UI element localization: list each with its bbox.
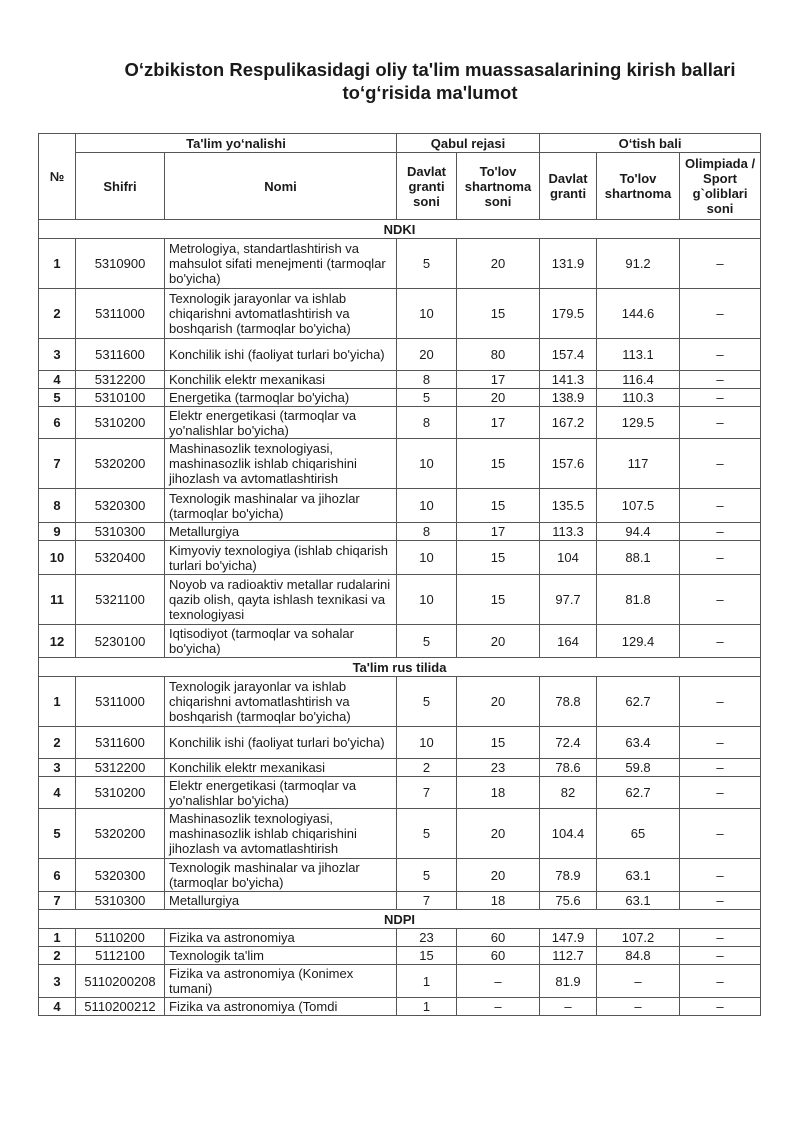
row-score-grant: 104.4 (540, 809, 597, 859)
row-number: 6 (39, 407, 76, 439)
table-row (39, 677, 761, 727)
header-plan-contract: To'lov shartnoma soni (457, 153, 540, 220)
row-score-grant: 157.4 (540, 339, 597, 371)
row-score-contract: 81.8 (597, 575, 680, 625)
row-olympiad: – (680, 523, 761, 541)
table-row (39, 407, 761, 439)
row-number: 3 (39, 339, 76, 371)
table-body (39, 220, 761, 1016)
row-name: Kimyoviy texnologiya (ishlab chiqarish turlari bo'yicha) (165, 541, 397, 575)
row-number: 6 (39, 859, 76, 892)
row-olympiad: – (680, 239, 761, 289)
row-plan-contract: 15 (457, 289, 540, 339)
row-plan-contract: 20 (457, 859, 540, 892)
row-score-contract: 63.1 (597, 859, 680, 892)
admission-scores-table (38, 133, 761, 1016)
row-plan-grant: 10 (397, 727, 457, 759)
row-plan-grant: 7 (397, 892, 457, 910)
row-plan-grant: 10 (397, 489, 457, 523)
row-name: Noyob va radioaktiv metallar rudalarini qazib olish, qayta ishlash texnikasi va texnologiyasi (165, 575, 397, 625)
row-plan-contract: 17 (457, 407, 540, 439)
row-number: 3 (39, 965, 76, 998)
row-plan-contract: 15 (457, 541, 540, 575)
row-code: 5320300 (76, 859, 165, 892)
row-plan-grant: 8 (397, 371, 457, 389)
table-row (39, 289, 761, 339)
row-plan-contract: 80 (457, 339, 540, 371)
row-score-contract: 107.2 (597, 929, 680, 947)
row-plan-grant: 5 (397, 809, 457, 859)
table-row (39, 929, 761, 947)
row-score-grant: 78.8 (540, 677, 597, 727)
row-olympiad: – (680, 625, 761, 658)
row-number: 7 (39, 892, 76, 910)
row-number: 10 (39, 541, 76, 575)
row-plan-contract: 17 (457, 523, 540, 541)
row-score-grant: 164 (540, 625, 597, 658)
table-row (39, 625, 761, 658)
row-score-contract: 144.6 (597, 289, 680, 339)
row-plan-contract: 20 (457, 809, 540, 859)
row-code: 5311600 (76, 727, 165, 759)
row-code: 5312200 (76, 371, 165, 389)
row-code: 5310200 (76, 407, 165, 439)
table-row (39, 892, 761, 910)
row-score-grant: 179.5 (540, 289, 597, 339)
row-plan-grant: 20 (397, 339, 457, 371)
row-olympiad: – (680, 371, 761, 389)
row-plan-grant: 2 (397, 759, 457, 777)
row-score-grant: 157.6 (540, 439, 597, 489)
row-name: Konchilik ishi (faoliyat turlari bo'yicha) (165, 727, 397, 759)
row-code: 5310300 (76, 523, 165, 541)
title-line-2: to‘g‘risida ma'lumot (342, 82, 518, 103)
row-olympiad: – (680, 892, 761, 910)
row-plan-contract: 15 (457, 439, 540, 489)
row-number: 5 (39, 389, 76, 407)
row-score-grant: 138.9 (540, 389, 597, 407)
row-score-grant: 97.7 (540, 575, 597, 625)
row-olympiad: – (680, 677, 761, 727)
row-plan-contract: 60 (457, 947, 540, 965)
row-code: 5321100 (76, 575, 165, 625)
section-header (39, 220, 761, 239)
row-plan-grant: 5 (397, 677, 457, 727)
header-row-2 (39, 153, 761, 220)
row-olympiad: – (680, 947, 761, 965)
row-score-contract: 62.7 (597, 677, 680, 727)
document-title (100, 58, 760, 104)
row-score-contract: – (597, 998, 680, 1016)
row-name: Elektr energetikasi (tarmoqlar va yo'nalishlar bo'yicha) (165, 407, 397, 439)
table-row (39, 727, 761, 759)
row-code: 5310900 (76, 239, 165, 289)
row-score-grant: 78.6 (540, 759, 597, 777)
row-score-grant: – (540, 998, 597, 1016)
row-code: 5110200 (76, 929, 165, 947)
row-olympiad: – (680, 965, 761, 998)
row-score-contract: 65 (597, 809, 680, 859)
row-score-contract: 59.8 (597, 759, 680, 777)
row-plan-contract: 18 (457, 892, 540, 910)
row-plan-grant: 10 (397, 575, 457, 625)
row-code: 5110200212 (76, 998, 165, 1016)
row-olympiad: – (680, 541, 761, 575)
row-number: 4 (39, 371, 76, 389)
header-score-grant: Davlat granti (540, 153, 597, 220)
row-number: 5 (39, 809, 76, 859)
row-name: Iqtisodiyot (tarmoqlar va sohalar bo'yicha) (165, 625, 397, 658)
row-plan-contract: 15 (457, 489, 540, 523)
row-plan-contract: 20 (457, 239, 540, 289)
row-name: Metallurgiya (165, 523, 397, 541)
row-plan-grant: 23 (397, 929, 457, 947)
row-score-grant: 104 (540, 541, 597, 575)
row-olympiad: – (680, 575, 761, 625)
row-olympiad: – (680, 998, 761, 1016)
row-code: 5310200 (76, 777, 165, 809)
row-plan-contract: 20 (457, 625, 540, 658)
table-row (39, 489, 761, 523)
row-score-contract: 63.1 (597, 892, 680, 910)
row-number: 2 (39, 727, 76, 759)
row-score-contract: 110.3 (597, 389, 680, 407)
section-title: NDPI (39, 910, 761, 929)
section-title: Ta'lim rus tilida (39, 658, 761, 677)
row-plan-contract: 20 (457, 389, 540, 407)
header-row-1 (39, 134, 761, 153)
header-olympiad: Olimpiada / Sport g`oliblari soni (680, 153, 761, 220)
row-score-contract: 129.4 (597, 625, 680, 658)
table-row (39, 339, 761, 371)
row-score-contract: 107.5 (597, 489, 680, 523)
row-score-contract: 113.1 (597, 339, 680, 371)
row-score-grant: 113.3 (540, 523, 597, 541)
row-number: 11 (39, 575, 76, 625)
row-olympiad: – (680, 809, 761, 859)
row-name: Texnologik jarayonlar va ishlab chiqarishni avtomatlashtirish va boshqarish (tarmoqlar bo'yicha) (165, 677, 397, 727)
row-name: Konchilik elektr mexanikasi (165, 371, 397, 389)
row-number: 8 (39, 489, 76, 523)
row-code: 5230100 (76, 625, 165, 658)
header-plan-grant: Davlat granti soni (397, 153, 457, 220)
row-score-grant: 141.3 (540, 371, 597, 389)
row-code: 5110200208 (76, 965, 165, 998)
row-plan-grant: 8 (397, 523, 457, 541)
row-name: Elektr energetikasi (tarmoqlar va yo'nalishlar bo'yicha) (165, 777, 397, 809)
row-number: 9 (39, 523, 76, 541)
row-plan-grant: 10 (397, 439, 457, 489)
row-name: Konchilik ishi (faoliyat turlari bo'yicha) (165, 339, 397, 371)
row-olympiad: – (680, 389, 761, 407)
row-plan-grant: 5 (397, 389, 457, 407)
row-plan-grant: 7 (397, 777, 457, 809)
row-number: 7 (39, 439, 76, 489)
row-code: 5310300 (76, 892, 165, 910)
row-score-contract: 88.1 (597, 541, 680, 575)
row-name: Fizika va astronomiya (Konimex tumani) (165, 965, 397, 998)
row-code: 5311000 (76, 677, 165, 727)
row-score-contract: 91.2 (597, 239, 680, 289)
row-score-contract: 116.4 (597, 371, 680, 389)
row-olympiad: – (680, 289, 761, 339)
row-plan-grant: 10 (397, 541, 457, 575)
row-plan-contract: 15 (457, 575, 540, 625)
table-row (39, 439, 761, 489)
row-name: Fizika va astronomiya (Tomdi (165, 998, 397, 1016)
row-number: 2 (39, 947, 76, 965)
row-score-contract: 117 (597, 439, 680, 489)
row-plan-grant: 5 (397, 625, 457, 658)
row-code: 5320300 (76, 489, 165, 523)
row-number: 1 (39, 929, 76, 947)
table-row (39, 998, 761, 1016)
row-score-contract: 94.4 (597, 523, 680, 541)
row-plan-grant: 10 (397, 289, 457, 339)
row-code: 5310100 (76, 389, 165, 407)
row-plan-contract: – (457, 965, 540, 998)
section-title: NDKI (39, 220, 761, 239)
header-score-contract: To'lov shartnoma (597, 153, 680, 220)
row-score-grant: 112.7 (540, 947, 597, 965)
row-plan-grant: 5 (397, 859, 457, 892)
table-row (39, 965, 761, 998)
row-code: 5112100 (76, 947, 165, 965)
header-admission-plan: Qabul rejasi (397, 134, 540, 153)
table-row (39, 859, 761, 892)
table-row (39, 239, 761, 289)
row-score-grant: 147.9 (540, 929, 597, 947)
row-olympiad: – (680, 929, 761, 947)
row-number: 2 (39, 289, 76, 339)
row-score-grant: 82 (540, 777, 597, 809)
row-name: Mashinasozlik texnologiyasi, mashinasozlik ishlab chiqarishini jihozlash va avtomatlashtirish (165, 439, 397, 489)
row-name: Texnologik mashinalar va jihozlar (tarmoqlar bo'yicha) (165, 859, 397, 892)
table-row (39, 541, 761, 575)
row-score-grant: 78.9 (540, 859, 597, 892)
table-row (39, 371, 761, 389)
section-header (39, 658, 761, 677)
row-code: 5320400 (76, 541, 165, 575)
row-name: Fizika va astronomiya (165, 929, 397, 947)
row-number: 1 (39, 677, 76, 727)
row-number: 12 (39, 625, 76, 658)
row-score-contract: 84.8 (597, 947, 680, 965)
header-number: № (39, 134, 76, 220)
table-row (39, 523, 761, 541)
row-score-grant: 167.2 (540, 407, 597, 439)
row-olympiad: – (680, 727, 761, 759)
row-score-contract: 62.7 (597, 777, 680, 809)
row-number: 4 (39, 777, 76, 809)
row-code: 5312200 (76, 759, 165, 777)
row-score-grant: 72.4 (540, 727, 597, 759)
row-olympiad: – (680, 859, 761, 892)
row-name: Energetika (tarmoqlar bo'yicha) (165, 389, 397, 407)
row-olympiad: – (680, 407, 761, 439)
row-name: Konchilik elektr mexanikasi (165, 759, 397, 777)
header-code: Shifri (76, 153, 165, 220)
row-plan-grant: 1 (397, 998, 457, 1016)
table-row (39, 809, 761, 859)
row-plan-contract: 60 (457, 929, 540, 947)
row-score-contract: 129.5 (597, 407, 680, 439)
row-plan-grant: 5 (397, 239, 457, 289)
row-number: 1 (39, 239, 76, 289)
table-row (39, 759, 761, 777)
table-row (39, 389, 761, 407)
table-row (39, 947, 761, 965)
row-code: 5311000 (76, 289, 165, 339)
header-name: Nomi (165, 153, 397, 220)
row-name: Metallurgiya (165, 892, 397, 910)
row-plan-contract: – (457, 998, 540, 1016)
row-number: 3 (39, 759, 76, 777)
row-olympiad: – (680, 759, 761, 777)
row-code: 5320200 (76, 439, 165, 489)
row-number: 4 (39, 998, 76, 1016)
row-score-grant: 81.9 (540, 965, 597, 998)
row-name: Metrologiya, standartlashtirish va mahsulot sifati menejmenti (tarmoqlar bo'yicha) (165, 239, 397, 289)
row-name: Texnologik mashinalar va jihozlar (tarmoqlar bo'yicha) (165, 489, 397, 523)
row-plan-contract: 15 (457, 727, 540, 759)
row-score-contract: 63.4 (597, 727, 680, 759)
row-plan-grant: 15 (397, 947, 457, 965)
row-olympiad: – (680, 339, 761, 371)
row-name: Mashinasozlik texnologiyasi, mashinasozlik ishlab chiqarishini jihozlash va avtomatlashtirish (165, 809, 397, 859)
title-line-1: O‘zbikiston Respulikasidagi oliy ta'lim muassasalarining kirish ballari (124, 59, 736, 80)
header-direction: Ta'lim yo‘nalishi (76, 134, 397, 153)
row-plan-contract: 20 (457, 677, 540, 727)
row-name: Texnologik jarayonlar va ishlab chiqarishni avtomatlashtirish va boshqarish (tarmoqlar bo'yicha) (165, 289, 397, 339)
table-row (39, 777, 761, 809)
row-code: 5320200 (76, 809, 165, 859)
row-plan-contract: 23 (457, 759, 540, 777)
header-passing-score: O‘tish bali (540, 134, 761, 153)
row-plan-grant: 1 (397, 965, 457, 998)
row-olympiad: – (680, 489, 761, 523)
row-score-grant: 135.5 (540, 489, 597, 523)
row-plan-contract: 18 (457, 777, 540, 809)
row-olympiad: – (680, 439, 761, 489)
row-plan-grant: 8 (397, 407, 457, 439)
table-row (39, 575, 761, 625)
row-score-grant: 75.6 (540, 892, 597, 910)
row-code: 5311600 (76, 339, 165, 371)
row-plan-contract: 17 (457, 371, 540, 389)
section-header (39, 910, 761, 929)
row-score-contract: – (597, 965, 680, 998)
row-name: Texnologik ta'lim (165, 947, 397, 965)
row-score-grant: 131.9 (540, 239, 597, 289)
row-olympiad: – (680, 777, 761, 809)
